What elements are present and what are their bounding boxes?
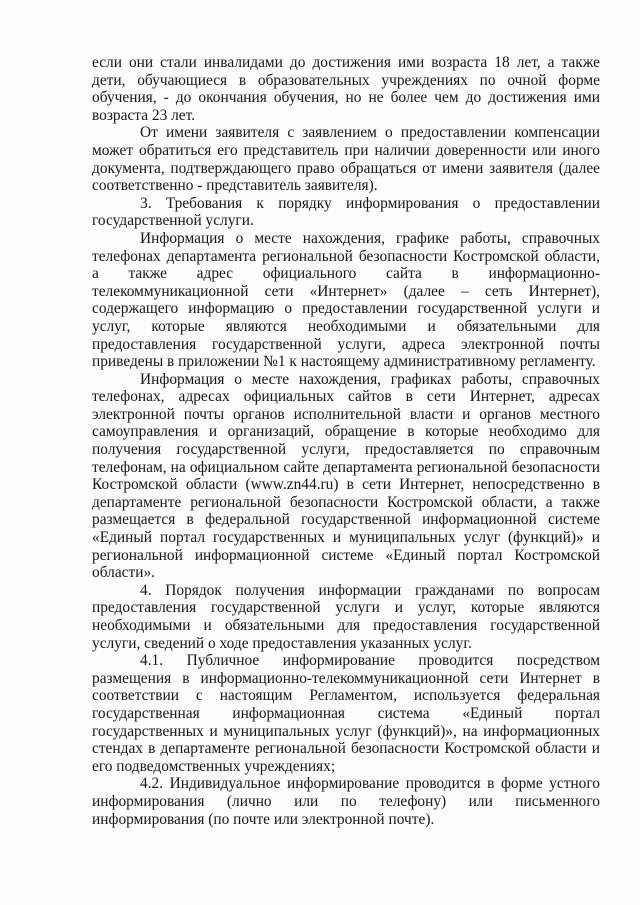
paragraph-eligibility-continuation: если они стали инвалидами до достижения ими возраста 18 лет, а также дети, обучающиеся в образовательных учреждениях по очной форме обучения, - до окончания обучения, но не более чем до достижения ими возраста 23 лет.: [92, 54, 600, 124]
paragraph-department-info: Информация о месте нахождения, графике работы, справочных телефонах департамента региональной безопасности Костромской области, а также адрес официального сайта в информационно-телекоммуникационной сети «Интернет» (далее – сеть Интернет), содержащего информацию о предоставлении государственной услуги и услуг, которые являются необходимыми и обязательными для предоставления государственной услуги, адреса электронной почты приведены в приложении №1 к настоящему административному регламенту.: [92, 229, 600, 371]
section-4-heading: 4. Порядок получения информации гражданами по вопросам предоставления государственной услуги и услуг, которые являются необходимыми и обязательными для предоставления государственной услуги, сведений о ходе предоставления указанных услуг.: [92, 581, 600, 652]
section-3-heading: 3. Требования к порядку информирования о предоставлении государственной услуги.: [92, 194, 600, 230]
paragraph-agencies-info: Информация о месте нахождения, графиках работы, справочных телефонах, адресах официальных сайтов в сети Интернет, адресах электронной почты органов исполнительной власти и органов местного самоуправления и организаций, обращение в которые необходимо для получения государственной услуги, предоставляется по справочным телефонам, на официальном сайте департамента региональной безопасности Костромской области (www.zn44.ru) в сети Интернет, непосредственно в департаменте региональной безопасности Костромской области, а также размещается в федеральной государственной информационной системе «Единый портал государственных и муниципальных услуг (функций)» и региональной информационной системе «Единый портал Костромской области».: [92, 370, 600, 582]
document-body: [92, 54, 600, 828]
paragraph-4-1-public-informing: 4.1. Публичное информирование проводится посредством размещения в информационно-телекоммуникационной сети Интернет в соответствии с настоящим Регламентом, используется федеральная государственная информационная система «Единый портал государственных и муниципальных услуг (функций)», на информационных стендах в департаменте региональной безопасности Костромской области и его подведомственных учреждениях;: [92, 652, 600, 775]
paragraph-representative: От имени заявителя с заявлением о предоставлении компенсации может обратиться его представитель при наличии доверенности или иного документа, подтверждающего право обращаться от имени заявителя (далее соответственно - представитель заявителя).: [92, 124, 600, 195]
paragraph-4-2-individual-informing: 4.2. Индивидуальное информирование проводится в форме устного информирования (лично или по телефону) или письменного информирования (по почте или электронной почте).: [92, 775, 600, 828]
